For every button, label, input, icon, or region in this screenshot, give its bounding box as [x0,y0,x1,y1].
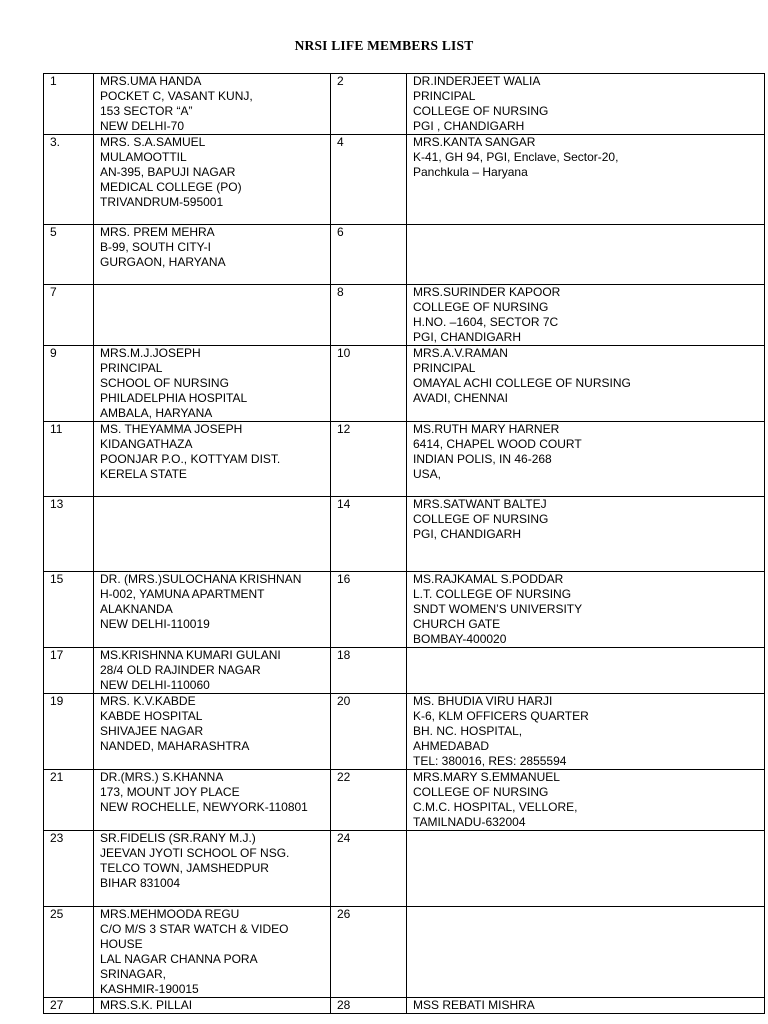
entry-line: MRS.S.K. PILLAI [100,998,193,1012]
entry-line: 28/4 OLD RAJINDER NAGAR [100,663,261,677]
entry-line: MS.RUTH MARY HARNER [413,422,560,436]
entry-line: COLLEGE OF NURSING [413,785,549,799]
table-row [44,346,765,422]
entry-line: DR. (MRS.)SULOCHANA KRISHNAN [100,572,302,586]
member-number: 9 [44,346,94,422]
entry-line: MRS.MEHMOODA REGU [100,907,240,921]
entry-line: AN-395, BAPUJI NAGAR [100,165,236,179]
member-entry [407,998,765,1014]
entry-line: NEW DELHI-70 [100,119,185,133]
entry-line: TEL: 380016, RES: 2855594 [413,754,567,768]
entry-line: H-002, YAMUNA APARTMENT [100,587,265,601]
member-entry [407,497,765,572]
page-title: NRSI LIFE MEMBERS LIST [294,38,474,53]
entry-line: DR.INDERJEET WALIA [413,74,541,88]
entry-line: MRS.A.V.RAMAN [413,346,508,360]
entry-line: MSS REBATI MISHRA [413,998,535,1012]
member-entry [94,694,331,770]
member-number: 10 [331,346,407,422]
member-entry [407,694,765,770]
entry-line: 173, MOUNT JOY PLACE [100,785,240,799]
entry-line: PRINCIPAL [100,361,163,375]
entry-line: LAL NAGAR CHANNA PORA [100,952,258,966]
entry-line: TRIVANDRUM-595001 [100,195,224,209]
member-number: 23 [44,831,94,907]
entry-line: NEW DELHI-110019 [100,617,210,631]
member-number: 5 [44,225,94,285]
member-number: 17 [44,648,94,694]
table-row [44,422,765,497]
table-row [44,497,765,572]
entry-line: 153 SECTOR “A” [100,104,193,118]
member-number: 12 [331,422,407,497]
entry-line: PHILADELPHIA HOSPITAL [100,391,248,405]
member-number: 3. [44,135,94,225]
entry-line: TELCO TOWN, JAMSHEDPUR [100,861,269,875]
entry-line: KIDANGATHAZA [100,437,193,451]
entry-line: GURGAON, HARYANA [100,255,226,269]
member-entry [407,572,765,648]
member-number: 20 [331,694,407,770]
entry-line: AHMEDABAD [413,739,490,753]
member-entry [407,907,765,998]
entry-line: MS.KRISHNNA KUMARI GULANI [100,648,281,662]
member-entry [407,831,765,907]
table-row [44,285,765,346]
member-number: 6 [331,225,407,285]
member-entry [407,648,765,694]
member-entry [94,998,331,1014]
entry-line: NANDED, MAHARASHTRA [100,739,250,753]
entry-line: H.NO. –1604, SECTOR 7C [413,315,559,329]
member-number: 26 [331,907,407,998]
entry-line: KABDE HOSPITAL [100,709,203,723]
entry-line: COLLEGE OF NURSING [413,104,549,118]
member-number: 24 [331,831,407,907]
member-number: 7 [44,285,94,346]
table-row [44,135,765,225]
entry-line: POCKET C, VASANT KUNJ, [100,89,253,103]
entry-line: MULAMOOTTIL [100,150,187,164]
entry-line: ALAKNANDA [100,602,173,616]
member-number: 1 [44,74,94,135]
entry-line: 6414, CHAPEL WOOD COURT [413,437,582,451]
entry-line: BH. NC. HOSPITAL, [413,724,523,738]
member-entry [407,346,765,422]
entry-line: MRS.KANTA SANGAR [413,135,536,149]
member-number: 15 [44,572,94,648]
member-number: 18 [331,648,407,694]
members-table-body [44,74,765,1014]
entry-line: K-6, KLM OFFICERS QUARTER [413,709,589,723]
member-number: 22 [331,770,407,831]
member-number: 25 [44,907,94,998]
member-number: 14 [331,497,407,572]
entry-line: USA, [413,467,442,481]
entry-line: PRINCIPAL [413,89,476,103]
entry-line: OMAYAL ACHI COLLEGE OF NURSING [413,376,631,390]
member-number: 16 [331,572,407,648]
entry-line: C.M.C. HOSPITAL, VELLORE, [413,800,578,814]
entry-line: SCHOOL OF NURSING [100,376,229,390]
entry-line: SRINAGAR, [100,967,167,981]
member-entry [94,225,331,285]
entry-line: Panchkula – Haryana [413,165,528,179]
entry-line: DR.(MRS.) S.KHANNA [100,770,224,784]
entry-line: BOMBAY-400020 [413,632,507,646]
entry-line: CHURCH GATE [413,617,501,631]
member-entry [407,285,765,346]
table-row [44,831,765,907]
entry-line: MRS. K.V.KABDE [100,694,196,708]
table-row [44,907,765,998]
entry-line: B-99, SOUTH CITY-I [100,240,211,254]
entry-line: BIHAR 831004 [100,876,181,890]
entry-line: TAMILNADU-632004 [413,815,526,829]
table-row [44,572,765,648]
entry-line: MRS. S.A.SAMUEL [100,135,206,149]
table-row [44,225,765,285]
table-row [44,998,765,1014]
entry-line: MRS. PREM MEHRA [100,225,215,239]
entry-line: NEW DELHI-110060 [100,678,210,692]
member-entry [94,285,331,346]
member-entry [407,74,765,135]
entry-line: KERELA STATE [100,467,187,481]
member-number: 27 [44,998,94,1014]
entry-line: MRS.SURINDER KAPOOR [413,285,561,299]
entry-line: C/O M/S 3 STAR WATCH & VIDEO [100,922,289,936]
entry-line: K-41, GH 94, PGI, Enclave, Sector-20, [413,150,619,164]
entry-line: MEDICAL COLLEGE (PO) [100,180,242,194]
member-number: 13 [44,497,94,572]
entry-line: COLLEGE OF NURSING [413,512,549,526]
entry-line: MS.RAJKAMAL S.PODDAR [413,572,564,586]
member-number: 19 [44,694,94,770]
member-entry [94,74,331,135]
member-entry [407,135,765,225]
member-entry [94,422,331,497]
entry-line: MRS.SATWANT BALTEJ [413,497,547,511]
member-entry [94,572,331,648]
table-row [44,694,765,770]
entry-line: AVADI, CHENNAI [413,391,508,405]
member-number: 21 [44,770,94,831]
table-row [44,770,765,831]
entry-line: COLLEGE OF NURSING [413,300,549,314]
member-entry [94,346,331,422]
member-number: 11 [44,422,94,497]
entry-line: L.T. COLLEGE OF NURSING [413,587,572,601]
entry-line: KASHMIR-190015 [100,982,199,996]
member-number: 2 [331,74,407,135]
entry-line: PGI, CHANDIGARH [413,527,522,541]
entry-line: MRS.M.J.JOSEPH [100,346,201,360]
entry-line: AMBALA, HARYANA [100,406,213,420]
table-row [44,74,765,135]
entry-line: SNDT WOMEN’S UNIVERSITY [413,602,583,616]
entry-line: POONJAR P.O., KOTTYAM DIST. [100,452,281,466]
entry-line: PGI , CHANDIGARH [413,119,525,133]
members-table [43,73,765,1014]
entry-line: JEEVAN JYOTI SCHOOL OF NSG. [100,846,290,860]
entry-line: HOUSE [100,937,143,951]
member-entry [94,135,331,225]
member-entry [94,770,331,831]
entry-line: MRS.UMA HANDA [100,74,202,88]
member-entry [407,225,765,285]
member-entry [94,497,331,572]
entry-line: MS. BHUDIA VIRU HARJI [413,694,553,708]
entry-line: PRINCIPAL [413,361,476,375]
entry-line: MRS.MARY S.EMMANUEL [413,770,560,784]
member-entry [94,648,331,694]
member-entry [407,422,765,497]
entry-line: PGI, CHANDIGARH [413,330,522,344]
member-number: 28 [331,998,407,1014]
member-entry [94,907,331,998]
table-row [44,648,765,694]
entry-line: NEW ROCHELLE, NEWYORK-110801 [100,800,308,814]
entry-line: MS. THEYAMMA JOSEPH [100,422,243,436]
member-entry [407,770,765,831]
entry-line: SHIVAJEE NAGAR [100,724,204,738]
member-number: 8 [331,285,407,346]
member-entry [94,831,331,907]
member-number: 4 [331,135,407,225]
entry-line: INDIAN POLIS, IN 46-268 [413,452,552,466]
entry-line: SR.FIDELIS (SR.RANY M.J.) [100,831,256,845]
